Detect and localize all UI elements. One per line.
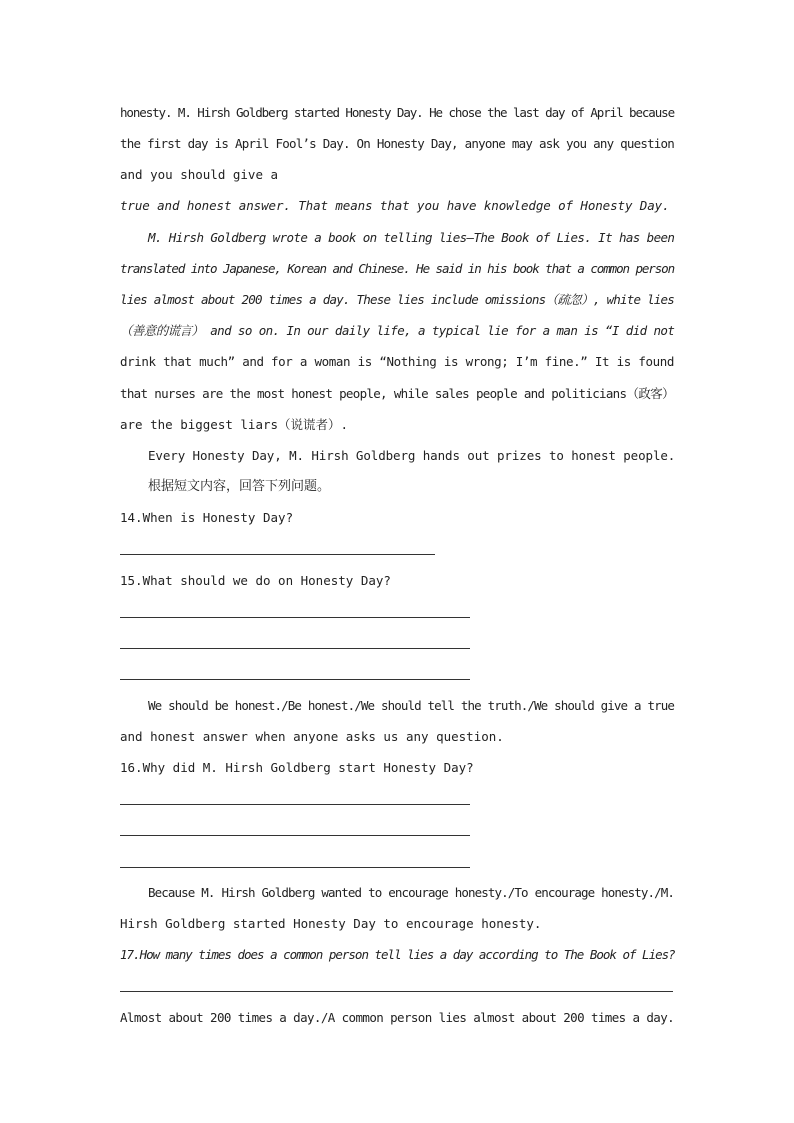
passage-line-8: （善意的谎言） and so on. In our daily life, a typical lie for a man is “I did not xyxy=(120,323,675,338)
passage-line-2: the first day is April Fool’s Day. On Honesty Day, anyone may ask you any question xyxy=(120,136,674,151)
answer-blank-15-3 xyxy=(120,679,470,680)
answer-blank-15-2 xyxy=(120,648,470,649)
answer-16-line-2: Hirsh Goldberg started Honesty Day to encourage honesty. xyxy=(120,916,542,931)
passage-line-3: and you should give a xyxy=(120,167,279,182)
question-15: 15.What should we do on Honesty Day? xyxy=(120,573,391,588)
passage-line-7: lies almost about 200 times a day. These lies include omissions（疏忽）, white lies xyxy=(120,292,674,307)
answer-blank-15-1 xyxy=(120,617,470,618)
question-16: 16.Why did M. Hirsh Goldberg start Honesty Day? xyxy=(120,760,474,775)
passage-line-12: Every Honesty Day, M. Hirsh Goldberg hands out prizes to honest people. xyxy=(148,448,676,463)
answer-blank-16-1 xyxy=(120,804,470,805)
answer-blank-16-2 xyxy=(120,835,470,836)
answer-blank-14 xyxy=(120,554,435,555)
answer-17: Almost about 200 times a day./A common person lies almost about 200 times a day. xyxy=(120,1010,675,1025)
answer-blank-16-3 xyxy=(120,867,470,868)
answer-15-line-2: and honest answer when anyone asks us any question. xyxy=(120,729,504,744)
passage-line-1: honesty. M. Hirsh Goldberg started Honesty Day. He chose the last day of April because xyxy=(120,105,674,120)
passage-line-4: true and honest answer. That means that you have knowledge of Honesty Day. xyxy=(120,198,670,213)
passage-line-11: are the biggest liars（说谎者）. xyxy=(120,417,349,432)
question-17: 17.How many times does a common person tell lies a day according to The Book of Lies? xyxy=(120,947,675,962)
answer-15-line-1: We should be honest./Be honest./We should tell the truth./We should give a true xyxy=(148,698,674,713)
passage-line-5: M. Hirsh Goldberg wrote a book on telling lies—The Book of Lies. It has been xyxy=(148,230,675,245)
question-14: 14.When is Honesty Day? xyxy=(120,510,294,525)
passage-line-9: drink that much” and for a woman is “Nothing is wrong; I’m fine.” It is found xyxy=(120,354,674,369)
answer-16-line-1: Because M. Hirsh Goldberg wanted to encourage honesty./To encourage honesty./M. xyxy=(148,885,674,900)
answer-blank-17 xyxy=(120,991,673,992)
instruction: 根据短文内容，回答下列问题。 xyxy=(148,479,331,494)
passage-line-10: that nurses are the most honest people, while sales people and politicians（政客） xyxy=(120,386,674,401)
passage-line-6: translated into Japanese, Korean and Chinese. He said in his book that a common person xyxy=(120,261,674,276)
